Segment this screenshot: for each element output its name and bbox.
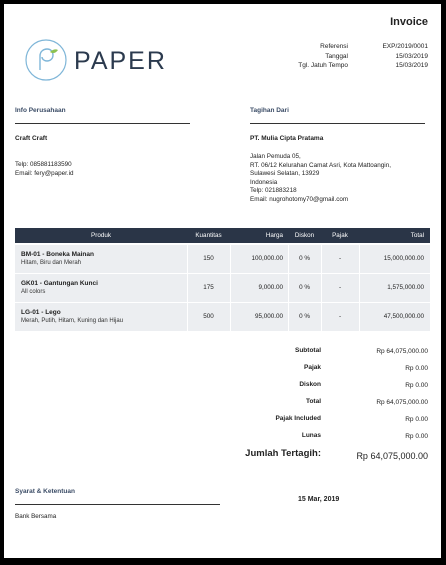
col-total: Total (410, 232, 424, 239)
buyer-phone: Telp: 021883218 (250, 187, 297, 194)
total-cell: 1,575,000.00 (387, 284, 424, 291)
tax-value: Rp 0.00 (405, 365, 428, 372)
discount-cell: 0 % (299, 255, 310, 262)
discount-label: Diskon (299, 381, 321, 388)
product-name: LG-01 - Lego (21, 309, 61, 316)
terms-heading: Syarat & Ketentuan (15, 488, 75, 495)
table-row (15, 274, 430, 302)
discount-value: Rp 0.00 (405, 382, 428, 389)
price-cell: 95,000.00 (254, 313, 283, 320)
meta-label-date: Tanggal (325, 52, 348, 60)
paid-label: Lunas (301, 432, 321, 439)
table-row (15, 245, 430, 273)
product-description: Merah, Putih, Hitam, Kuning dan Hijau (21, 318, 124, 324)
col-quantity: Kuantitas (195, 232, 222, 239)
price-cell: 9,000.00 (258, 284, 283, 291)
meta-value-reference: EXP/2019/0001 (382, 43, 428, 50)
meta-label-due-date: Tgl. Jatuh Tempo (298, 62, 348, 69)
seller-heading: Info Perusahaan (15, 107, 66, 114)
buyer-address-line: Indonesia (250, 178, 278, 186)
amount-due-label: Jumlah Tertagih: (245, 448, 321, 459)
signature-date: 15 Mar, 2019 (298, 496, 340, 503)
total-cell: 15,000,000.00 (383, 255, 424, 262)
meta-value-date: 15/03/2019 (395, 52, 428, 60)
quantity-cell: 500 (203, 313, 214, 320)
amount-due-value: Rp 64,075,000.00 (356, 451, 428, 461)
table-row (15, 303, 430, 331)
tax-included-label: Pajak Included (275, 415, 321, 422)
seller-phone: Telp: 085881183590 (15, 161, 72, 168)
product-description: All colors (21, 289, 46, 295)
total-label: Total (305, 398, 321, 405)
tax-cell: - (338, 313, 342, 320)
paper-logo-icon (23, 37, 69, 83)
buyer-address (250, 153, 391, 204)
product-description: Hitam, Biru dan Merah (21, 260, 82, 266)
buyer-divider (250, 123, 425, 124)
quantity-cell: 150 (203, 255, 214, 262)
terms-text: Bank Bersama (15, 513, 57, 520)
paid-value: Rp 0.00 (405, 433, 428, 440)
meta-label-reference: Referensi (320, 43, 348, 50)
tax-included-value: Rp 0.00 (405, 416, 428, 423)
total-value: Rp 64,075,000.00 (376, 399, 428, 406)
tax-cell: - (338, 284, 342, 291)
discount-cell: 0 % (299, 313, 310, 320)
buyer-name: PT. Mulia Cipta Pratama (250, 135, 324, 142)
logo-text: PAPER (74, 47, 167, 75)
seller-divider (15, 123, 190, 124)
col-product: Produk (91, 232, 111, 239)
items-table-header (15, 228, 430, 243)
total-cell: 47,500,000.00 (383, 313, 424, 320)
subtotal-label: Subtotal (295, 347, 321, 354)
invoice-meta-values (382, 42, 428, 71)
buyer-heading: Tagihan Dari (250, 107, 289, 114)
meta-value-due-date: 15/03/2019 (395, 62, 428, 69)
discount-cell: 0 % (299, 284, 310, 291)
buyer-address-line: Sulawesi Selatan, 13929 (250, 170, 320, 177)
invoice-title: Invoice (390, 16, 428, 28)
seller-email: Email: fery@paper.id (15, 169, 74, 177)
seller-name: Craft Craft (15, 135, 48, 142)
buyer-address-line: Jalan Pemuda 05, (250, 153, 301, 160)
col-discount: Diskon (294, 232, 315, 239)
invoice-page (4, 4, 441, 558)
price-cell: 100,000.00 (251, 255, 283, 262)
col-tax: Pajak (332, 232, 348, 239)
col-price: Harga (265, 232, 283, 239)
invoice-meta-labels (298, 42, 348, 71)
quantity-cell: 175 (203, 284, 214, 291)
tax-cell: - (338, 255, 342, 262)
product-name: BM-01 - Boneka Mainan (21, 251, 94, 258)
subtotal-value: Rp 64,075,000.00 (376, 348, 428, 355)
product-name: GK01 - Gantungan Kunci (21, 280, 98, 287)
tax-label: Pajak (304, 364, 321, 371)
buyer-address-line: RT. 06/12 Kelurahan Camat Asri, Kota Mattoangin, (250, 161, 391, 169)
buyer-email: Email: nugrohotomy70@gmail.com (250, 195, 349, 203)
seller-contact (15, 161, 74, 178)
terms-divider (15, 504, 220, 505)
